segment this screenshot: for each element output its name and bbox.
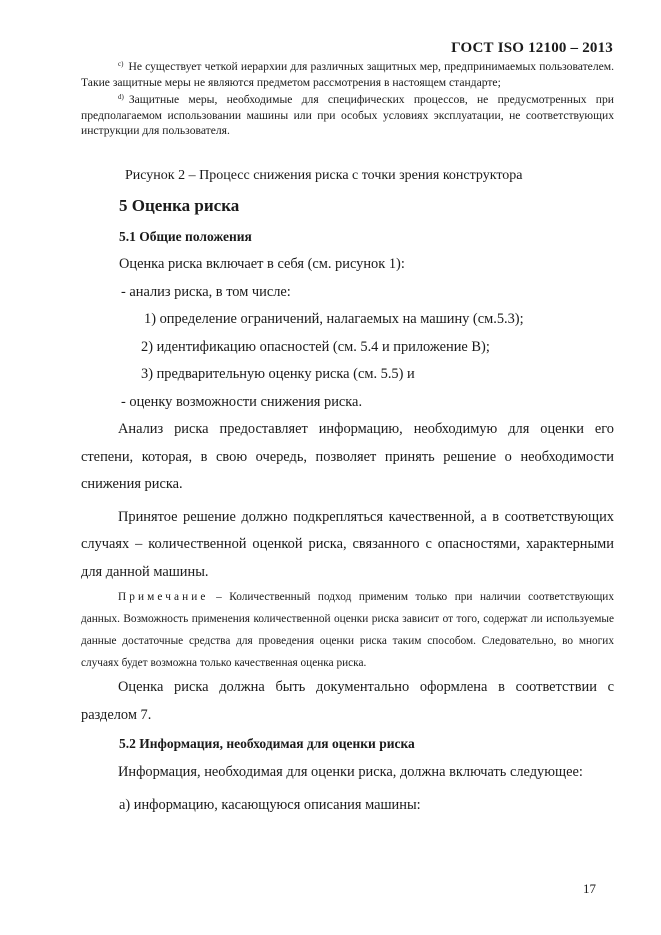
footnote-d <box>81 90 614 139</box>
paragraph: Информация, необходимая для оценки риска, должна включать следующее: <box>118 764 583 780</box>
figure-caption: Рисунок 2 – Процесс снижения риска с точки зрения конструктора <box>125 168 523 183</box>
list-item: 1) определение ограничений, налагаемых на машину (см.5.3); <box>144 311 524 327</box>
list-item: 3) предварительную оценку риска (см. 5.5) и <box>141 366 415 382</box>
list-item: - оценку возможности снижения риска. <box>121 393 363 410</box>
paragraph: Принятое решение должно подкрепляться качественной, а в соответствующих случаях – количественной оценкой риска, связанного с опасностями, характерными для данной машины. <box>81 508 614 580</box>
paragraph-intro: Оценка риска включает в себя (см. рисунок 1): <box>119 256 405 272</box>
paragraph: Оценка риска должна быть документально оформлена в соответствии с разделом 7. <box>81 679 614 723</box>
footnotes <box>81 57 614 139</box>
footnote-text: Не существует четкой иерархии для различных защитных мер, предпринимаемых пользователем. Такие защитные меры не являются предметом рассмотрения в настоящем стандарте; <box>81 60 614 89</box>
note-label: Примечание <box>118 591 209 603</box>
main-body <box>81 251 614 819</box>
page-header-standard: ГОСТ ISO 12100 – 2013 <box>451 40 613 56</box>
subsection-heading: 5.2 Информация, необходимая для оценки риска <box>119 736 415 751</box>
footnote-c <box>81 57 614 90</box>
subsection-heading: 5.1 Общие положения <box>119 229 252 244</box>
footnote-mark: c) <box>118 60 124 68</box>
list-item: - анализ риска, в том числе: <box>121 283 291 300</box>
section-heading: 5 Оценка риска <box>119 196 240 215</box>
list-item: 2) идентификацию опасностей (см. 5.4 и приложение В); <box>141 338 490 355</box>
footnote-mark: d) <box>118 93 124 102</box>
note-text: – Количественный подход применим только при наличии соответствующих данных. Возможность применения количественной оценки риска зависит от того, содержат ли используемые данные достаточные средства для проведения оценки риска таким способом. Следовательно, во многих случаях будет возможна только качественная оценка риска. <box>81 591 614 669</box>
page-number: 17 <box>583 881 596 896</box>
list-item: а) информацию, касающуюся описания машины: <box>119 796 421 813</box>
paragraph: Анализ риска предоставляет информацию, необходимую для оценки его степени, которая, в свою очередь, позволяет принять решение о необходимости снижения риска. <box>81 421 614 492</box>
footnote-text: Защитные меры, необходимые для специфических процессов, не предусмотренных при предполагаемом использовании машины или при особых условиях эксплуатации, не соответствующих инструкции для пользователя. <box>81 93 614 138</box>
note <box>81 586 614 674</box>
